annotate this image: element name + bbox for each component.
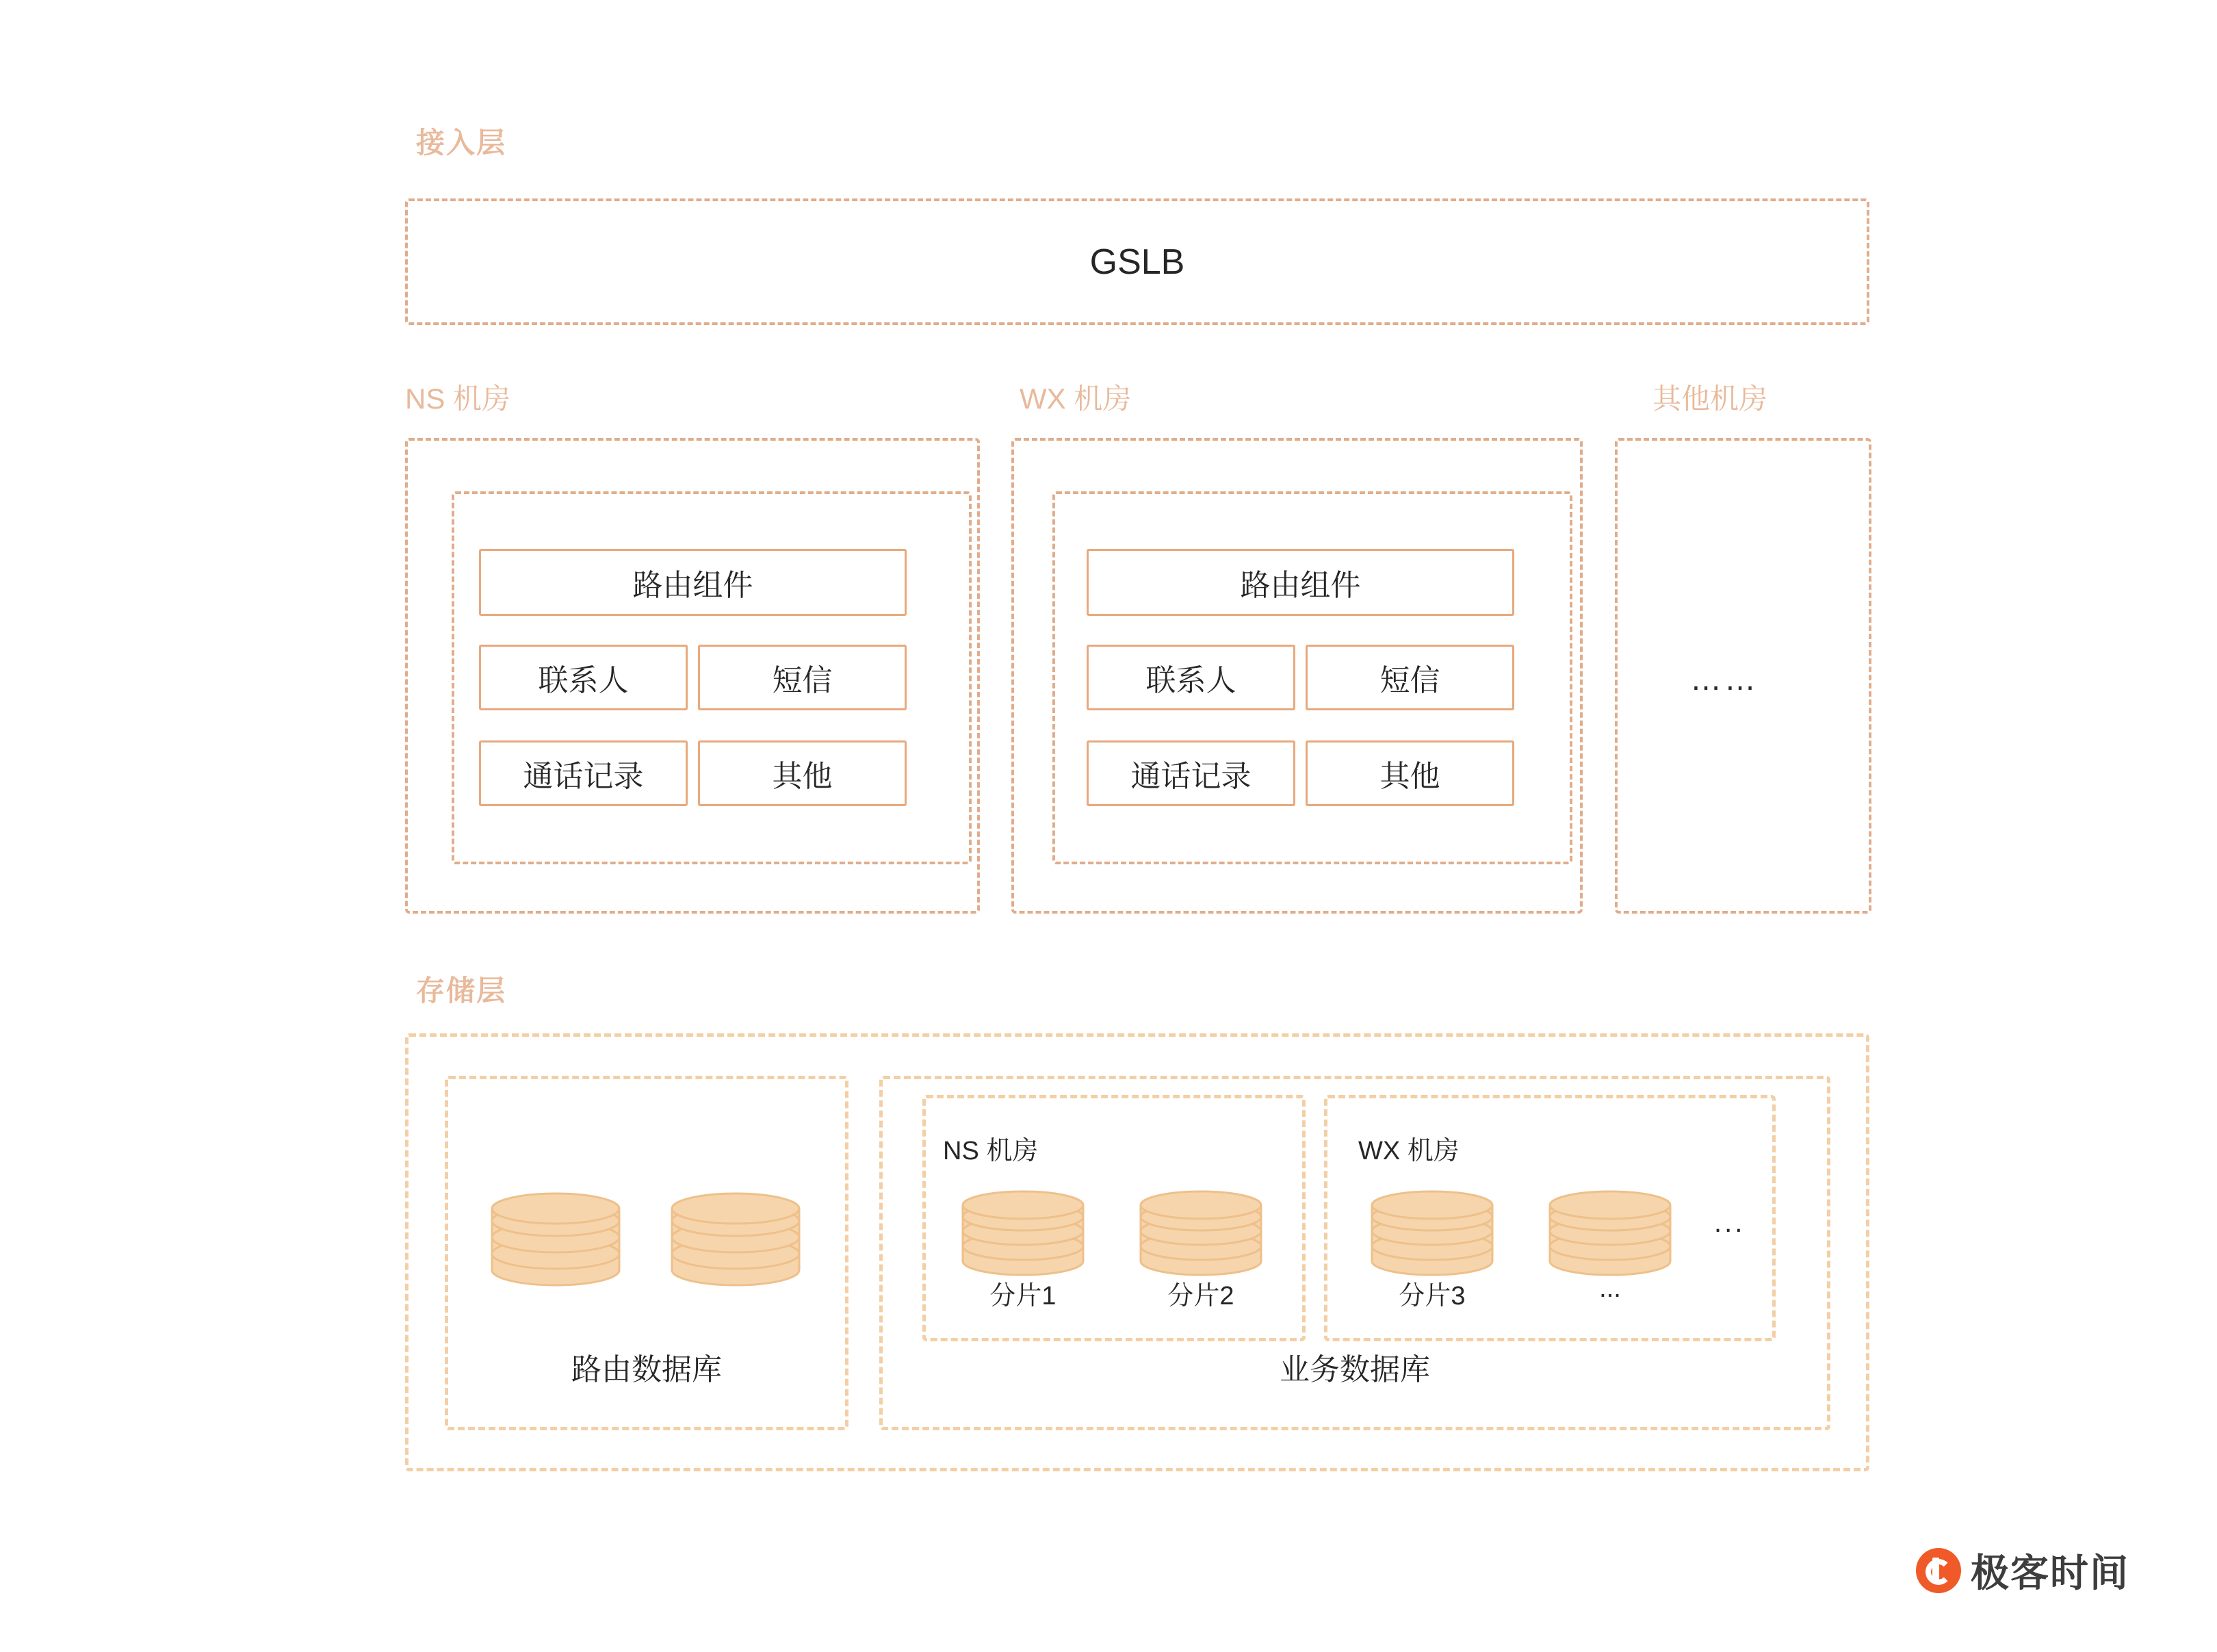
ns-service-sms: 短信	[698, 645, 907, 710]
room-other-placeholder: ……	[1690, 661, 1759, 697]
route-db-cylinder-1	[487, 1191, 624, 1304]
access-layer-label: 接入层	[416, 127, 507, 159]
shard-caption-3: 分片3	[1399, 1282, 1466, 1311]
shard-caption-2: 分片2	[1167, 1282, 1234, 1311]
business-db-group-wx-label: WX 机房	[1358, 1137, 1460, 1165]
wx-service-sms: 短信	[1306, 645, 1514, 710]
ns-service-other: 其他	[698, 740, 907, 806]
gslb-box	[405, 198, 1869, 325]
business-db-trailing-dots: ...	[1714, 1208, 1746, 1238]
wx-service-contacts: 联系人	[1087, 645, 1295, 710]
room-label-wx: WX 机房	[1020, 383, 1132, 415]
ns-service-call-log: 通话记录	[479, 740, 688, 806]
wx-router-component: 路由组件	[1087, 549, 1514, 616]
business-db-group-ns-label: NS 机房	[943, 1137, 1039, 1165]
brand-logo-text: 极客时间	[1971, 1551, 2129, 1595]
route-db-caption: 路由数据库	[571, 1353, 722, 1386]
room-label-ns: NS 机房	[405, 383, 511, 415]
shard-caption-1: 分片1	[989, 1282, 1056, 1311]
ns-router-component: 路由组件	[479, 549, 907, 616]
wx-service-other: 其他	[1306, 740, 1514, 806]
business-db-caption: 业务数据库	[1280, 1353, 1430, 1386]
storage-layer-label: 存储层	[416, 975, 507, 1007]
gslb-label: GSLB	[1089, 242, 1185, 282]
ns-service-contacts: 联系人	[479, 645, 688, 710]
brand-logo	[1916, 1543, 2129, 1598]
route-db-cylinder-2	[667, 1191, 804, 1304]
room-label-other: 其他机房	[1652, 383, 1768, 415]
wx-service-call-log: 通话记录	[1087, 740, 1295, 806]
geekbang-logo-icon	[1916, 1548, 1961, 1593]
shard-caption-4: ...	[1599, 1274, 1621, 1303]
